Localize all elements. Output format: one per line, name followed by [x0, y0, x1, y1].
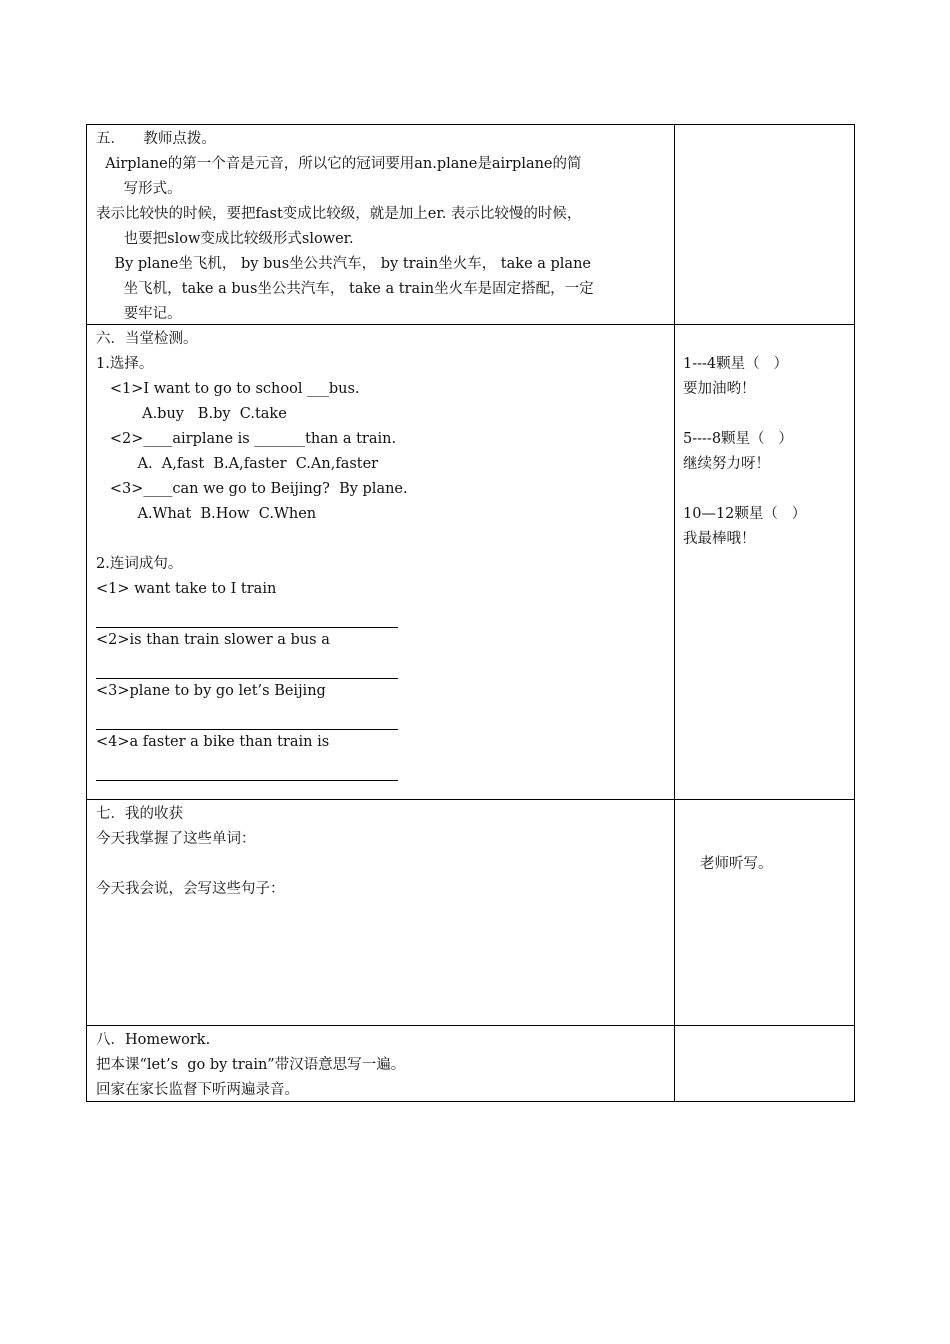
reorder-question: <3>plane to by go let’s Beijing: [96, 683, 326, 699]
section-8-side: [675, 1026, 854, 1101]
choice-options: A. A,fast B.A,faster C.An,faster: [96, 456, 379, 472]
section-7-row: [87, 799, 854, 1025]
section-7-line: 今天我掌握了这些单词：: [96, 831, 256, 847]
choice-heading: 1.选择。: [96, 356, 154, 372]
section-7-content: [87, 800, 675, 1025]
rating-2: 5----8颗星（ ）: [683, 431, 793, 447]
section-8-line: 回家在家长监督下听两遍录音。: [96, 1082, 299, 1098]
section-8-title: 八．Homework.: [96, 1032, 211, 1048]
answer-line[interactable]: [96, 653, 398, 679]
section-8-content: [87, 1026, 675, 1101]
section-5-line: Airplane的第一个音是元音，所以它的冠词要用an.plane是airplane的简: [96, 156, 582, 172]
section-5-line: 要牢记。: [96, 306, 182, 322]
answer-line[interactable]: [96, 602, 398, 628]
rating-panel: [675, 325, 854, 799]
choice-question: <2>____airplane is _______than a train.: [96, 431, 397, 447]
section-7-title: 七．我的收获: [96, 806, 183, 822]
section-8-line: 把本课“let’s go by train”带汉语意思写一遍。: [96, 1057, 406, 1073]
section-5-content: [87, 125, 675, 324]
section-6-row: [87, 324, 854, 799]
section-6-content: [87, 325, 675, 799]
choice-question: <3>____can we go to Beijing? By plane.: [96, 481, 408, 497]
rating-1: 1---4颗星（ ）: [683, 356, 788, 372]
teacher-dictation: 老师听写。: [700, 856, 773, 872]
section-5-title: 五． 教师点拨。: [96, 131, 216, 147]
lesson-table: [86, 124, 855, 1102]
section-5-side: [675, 125, 854, 324]
choice-options: A.buy B.by C.take: [96, 406, 287, 422]
choice-options: A.What B.How C.When: [96, 506, 317, 522]
section-6-title: 六．当堂检测。: [96, 331, 198, 347]
section-7-line: 今天我会说，会写这些句子：: [96, 881, 285, 897]
section-5-line: 写形式。: [96, 181, 182, 197]
rating-2-note: 继续努力呀！: [683, 456, 770, 472]
section-5-row: [87, 125, 854, 324]
section-5-line: 表示比较快的时候，要把fast变成比较级，就是加上er. 表示比较慢的时候，: [96, 206, 582, 222]
section-8-row: [87, 1025, 854, 1101]
reorder-question: <4>a faster a bike than train is: [96, 734, 330, 750]
reorder-question: <1> want take to I train: [96, 581, 277, 597]
reorder-heading: 2.连词成句。: [96, 556, 183, 572]
rating-3-note: 我最棒哦！: [683, 531, 756, 547]
section-5-line: By plane坐飞机， by bus坐公共汽车， by train坐火车， take a plane: [96, 256, 591, 272]
reorder-question: <2>is than train slower a bus a: [96, 632, 330, 648]
answer-line[interactable]: [96, 755, 398, 781]
rating-3: 10—12颗星（ ）: [683, 506, 807, 522]
answer-line[interactable]: [96, 704, 398, 730]
choice-question: <1>I want to go to school ___bus.: [96, 381, 360, 397]
rating-1-note: 要加油哟！: [683, 381, 756, 397]
section-5-line: 也要把slow变成比较级形式slower.: [96, 231, 354, 247]
section-7-side: [675, 800, 854, 1025]
section-5-line: 坐飞机，take a bus坐公共汽车， take a train坐火车是固定搭配，一定: [96, 281, 594, 297]
